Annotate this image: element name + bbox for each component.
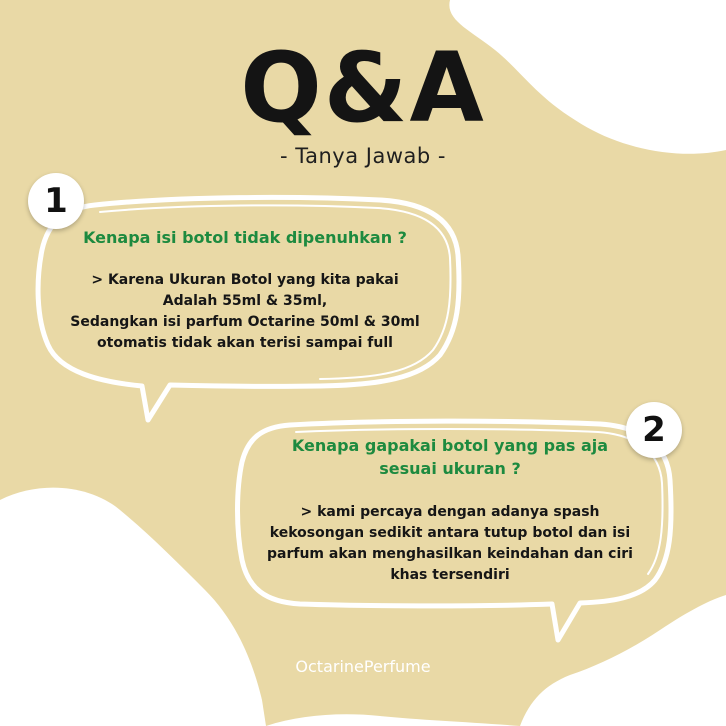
answer-2 [250, 502, 650, 586]
question-2-text [250, 434, 650, 480]
answer-2-line-3: parfum akan menghasilkan keindahan dan ciri [267, 546, 633, 562]
answer-1-line-3: Sedangkan isi parfum Octarine 50ml & 30ml [70, 314, 420, 330]
answer-1-line-4: otomatis tidak akan terisi sampai full [97, 335, 393, 351]
page-title: Q&A [240, 32, 486, 144]
answer-1-line-1: > Karena Ukuran Botol yang kita pakai [91, 272, 399, 288]
page-subtitle: - Tanya Jawab - [280, 144, 446, 168]
question-2-line-1: Kenapa gapakai botol yang pas aja [291, 436, 609, 455]
answer-2-line-4: khas tersendiri [390, 567, 510, 583]
answer-1-line-2: Adalah 55ml & 35ml, [162, 293, 328, 309]
question-number-1: 1 [28, 173, 84, 229]
brand-name: OctarinePerfume [295, 657, 431, 676]
answer-1 [50, 270, 440, 354]
answer-2-line-1: > kami percaya dengan adanya spash [300, 504, 600, 520]
question-number-2: 2 [626, 402, 682, 458]
question-2-line-2: sesuai ukuran ? [379, 459, 521, 478]
question-1-text: Kenapa isi botol tidak dipenuhkan ? [83, 228, 407, 247]
answer-2-line-2: kekosongan sedikit antara tutup botol dan isi [269, 525, 631, 541]
